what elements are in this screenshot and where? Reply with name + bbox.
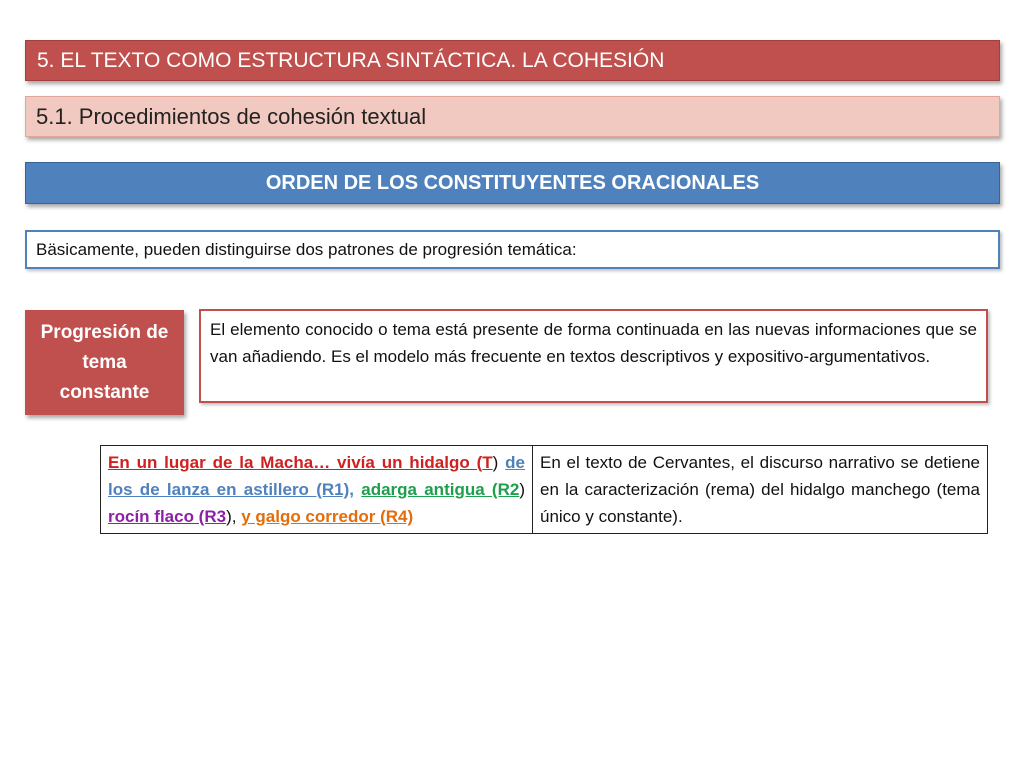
example-explanation-cell [533, 446, 988, 534]
example-table [100, 445, 988, 534]
subtitle-bar [25, 96, 1000, 137]
main-title: 5. EL TEXTO COMO ESTRUCTURA SINTÁCTICA. LA COHESIÓN [37, 49, 665, 72]
example-segment: adarga antigua (R2 [361, 480, 520, 499]
example-segment: y galgo corredor (R4) [241, 507, 414, 526]
pattern-label-box [25, 310, 184, 415]
example-quote-cell [101, 446, 533, 534]
intro-text: Bäsicamente, pueden distinguirse dos patrones de progresión temática: [36, 240, 577, 259]
subtitle: 5.1. Procedimientos de cohesión textual [36, 104, 427, 129]
pattern-description: El elemento conocido o tema está presente de forma continuada en las nuevas informaciones que se van añadiendo. Es el modelo más frecuente en textos descriptivos y expositivo-argumentativos. [210, 320, 977, 366]
section-heading: ORDEN DE LOS CONSTITUYENTES ORACIONALES [265, 172, 760, 194]
example-segment: rocín flaco (R3 [108, 507, 227, 526]
section-heading-bar [25, 162, 1000, 204]
example-segment: ) [492, 453, 506, 472]
example-segment: ), [226, 507, 242, 526]
intro-box [25, 230, 1000, 269]
example-row [101, 446, 988, 534]
example-segment: de los de lanza en astillero (R1), [108, 453, 525, 499]
main-title-bar [25, 40, 1000, 81]
example-segment: En un lugar de la Macha… vivía un hidalgo ( [108, 453, 483, 472]
example-segment: T [482, 453, 493, 472]
example-explanation: En el texto de Cervantes, el discurso narrativo se detiene en la caracterización (rema) del hidalgo manchego (tema único y constante). [540, 453, 980, 526]
example-segment: ) [519, 480, 525, 499]
pattern-label: Progresión de tema constante [40, 321, 169, 403]
pattern-description-box [199, 309, 988, 403]
